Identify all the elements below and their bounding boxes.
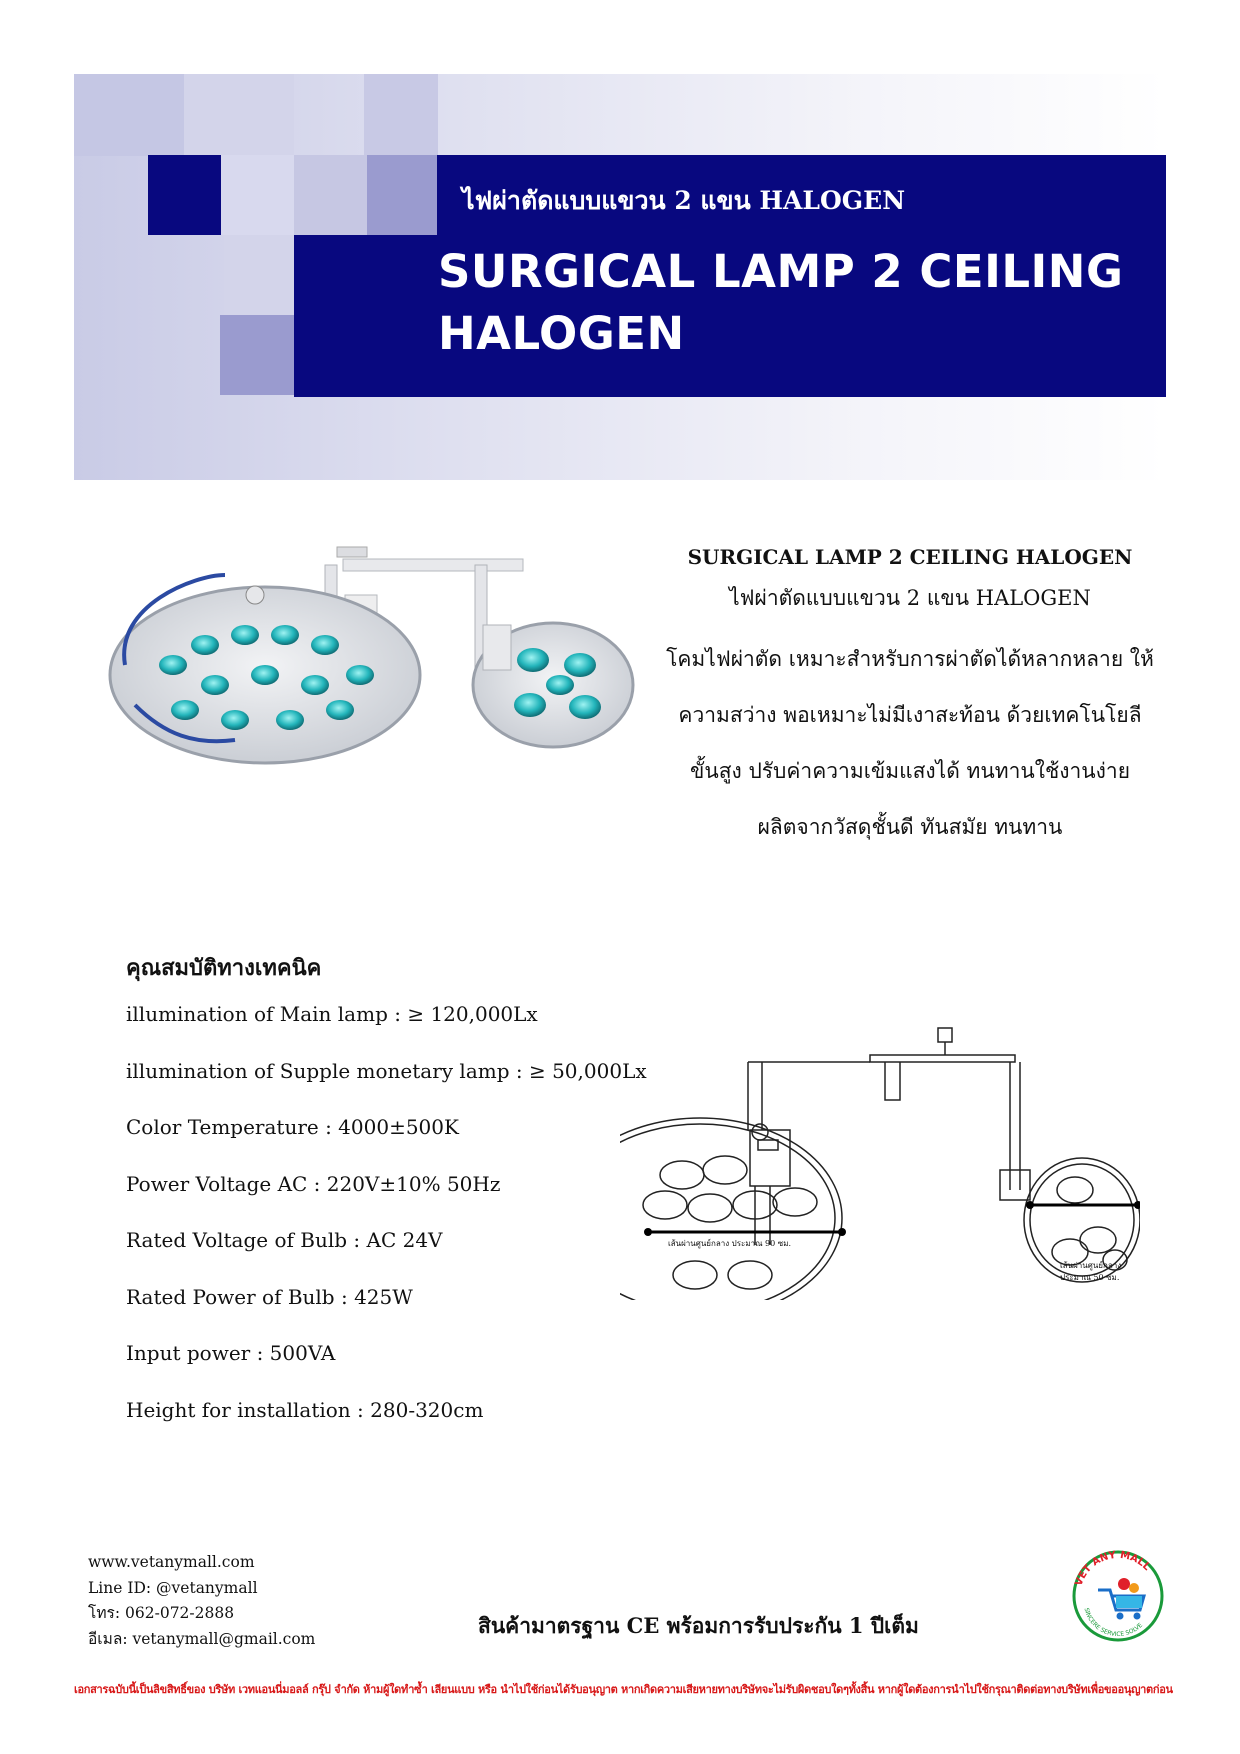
spec-item: Color Temperature : 4000±500K xyxy=(126,1115,459,1139)
title-banner xyxy=(294,155,1166,397)
product-photo xyxy=(105,535,645,785)
banner-title xyxy=(438,241,1123,365)
banner-title-line1: SURGICAL LAMP 2 CEILING xyxy=(438,245,1124,298)
spec-item: illumination of Main lamp : ≥ 120,000Lx xyxy=(126,1002,538,1026)
mosaic-square-dark xyxy=(148,155,221,235)
mosaic-square xyxy=(364,74,438,156)
dimension-diagram xyxy=(620,1020,1140,1300)
vet-any-mall-logo xyxy=(1062,1540,1174,1652)
description-line: โคมไฟผ่าตัด เหมาะสำหรับการผ่าตัดได้หลากหลาย ให้ xyxy=(666,647,1154,671)
email[interactable]: อีเมล: vetanymall@gmail.com xyxy=(88,1629,316,1648)
copyright-disclaimer: เอกสารฉบับนี้เป็นลิขสิทธิ์ของ บริษัท เวทแอนนี่มอลล์ กรุ๊ป จำกัด ห้ามผู้ใดทำซ้ำ เลียนแบบ หรือ นำไปใช้ก่อนได้รับอนุญาต หากเกิดความเสียหายทางบริษัทจะไม่รับผิดชอบใดๆทั้งสิ้น หากผู้ใดต้องการนำไปใช้กรุณาติดต่อทางบริษัทเพื่อขออนุญาตก่อน xyxy=(74,1683,1173,1696)
mosaic-square xyxy=(294,155,367,235)
spec-item: Rated Power of Bulb : 425W xyxy=(126,1284,413,1309)
mosaic-square xyxy=(74,74,184,156)
description-line: ขั้นสูง ปรับค่าความเข้มแสงได้ ทนทานใช้งานง่าย xyxy=(689,759,1130,783)
main-diameter-label: เส้นผ่านศูนย์กลาง ประมาณ 90 ซม. xyxy=(668,1239,792,1248)
description-line: ความสว่าง พอเหมาะไม่มีเงาสะท้อน ด้วยเทคโนโยลี xyxy=(678,703,1142,727)
website-link[interactable]: www.vetanymall.com xyxy=(88,1553,255,1571)
mosaic-square xyxy=(221,155,294,235)
mosaic-square xyxy=(184,74,294,156)
phone: โทร: 062-072-2888 xyxy=(88,1604,235,1622)
description-title: SURGICAL LAMP 2 CEILING HALOGEN xyxy=(687,545,1133,569)
banner-thai-title: ไฟผ่าตัดแบบแขวน 2 แขน HALOGEN xyxy=(462,186,906,215)
small-diameter-label-2: ประมาณ 50 ซม. xyxy=(1060,1273,1120,1282)
mosaic-square xyxy=(367,155,437,235)
spec-item: Rated Voltage of Bulb : AC 24V xyxy=(126,1228,443,1252)
logo-text-bottom: SINCERE SERVICE SOLVE xyxy=(1082,1607,1145,1639)
product-description xyxy=(640,545,1180,855)
specs-heading: คุณสมบัติทางเทคนิค xyxy=(126,955,322,981)
banner-title-line2: HALOGEN xyxy=(438,307,685,360)
certification-text: สินค้ามาตรฐาน CE พร้อมการรับประกัน 1 ปีเต็ม xyxy=(478,1613,919,1638)
spec-item: Input power : 500VA xyxy=(126,1341,336,1365)
spec-item: Power Voltage AC : 220V±10% 50Hz xyxy=(126,1171,501,1196)
description-line: ผลิตจากวัสดุชั้นดี ทันสมัย ทนทาน xyxy=(757,815,1063,839)
mosaic-square xyxy=(220,315,294,395)
spec-item: illumination of Supple monetary lamp : ≥ 50,000Lx xyxy=(126,1058,647,1083)
small-diameter-label-1: เส้นผ่านศูนย์กลาง xyxy=(1060,1261,1122,1270)
description-subtitle: ไฟผ่าตัดแบบแขวน 2 แขน HALOGEN xyxy=(729,586,1091,610)
specs-list xyxy=(126,1002,647,1454)
contact-info xyxy=(88,1550,315,1652)
logo-text-top: VET ANY MALL xyxy=(1073,1549,1153,1588)
line-id: Line ID: @vetanymall xyxy=(88,1578,258,1597)
mosaic-square xyxy=(224,235,297,315)
spec-item: Height for installation : 280-320cm xyxy=(126,1397,484,1422)
